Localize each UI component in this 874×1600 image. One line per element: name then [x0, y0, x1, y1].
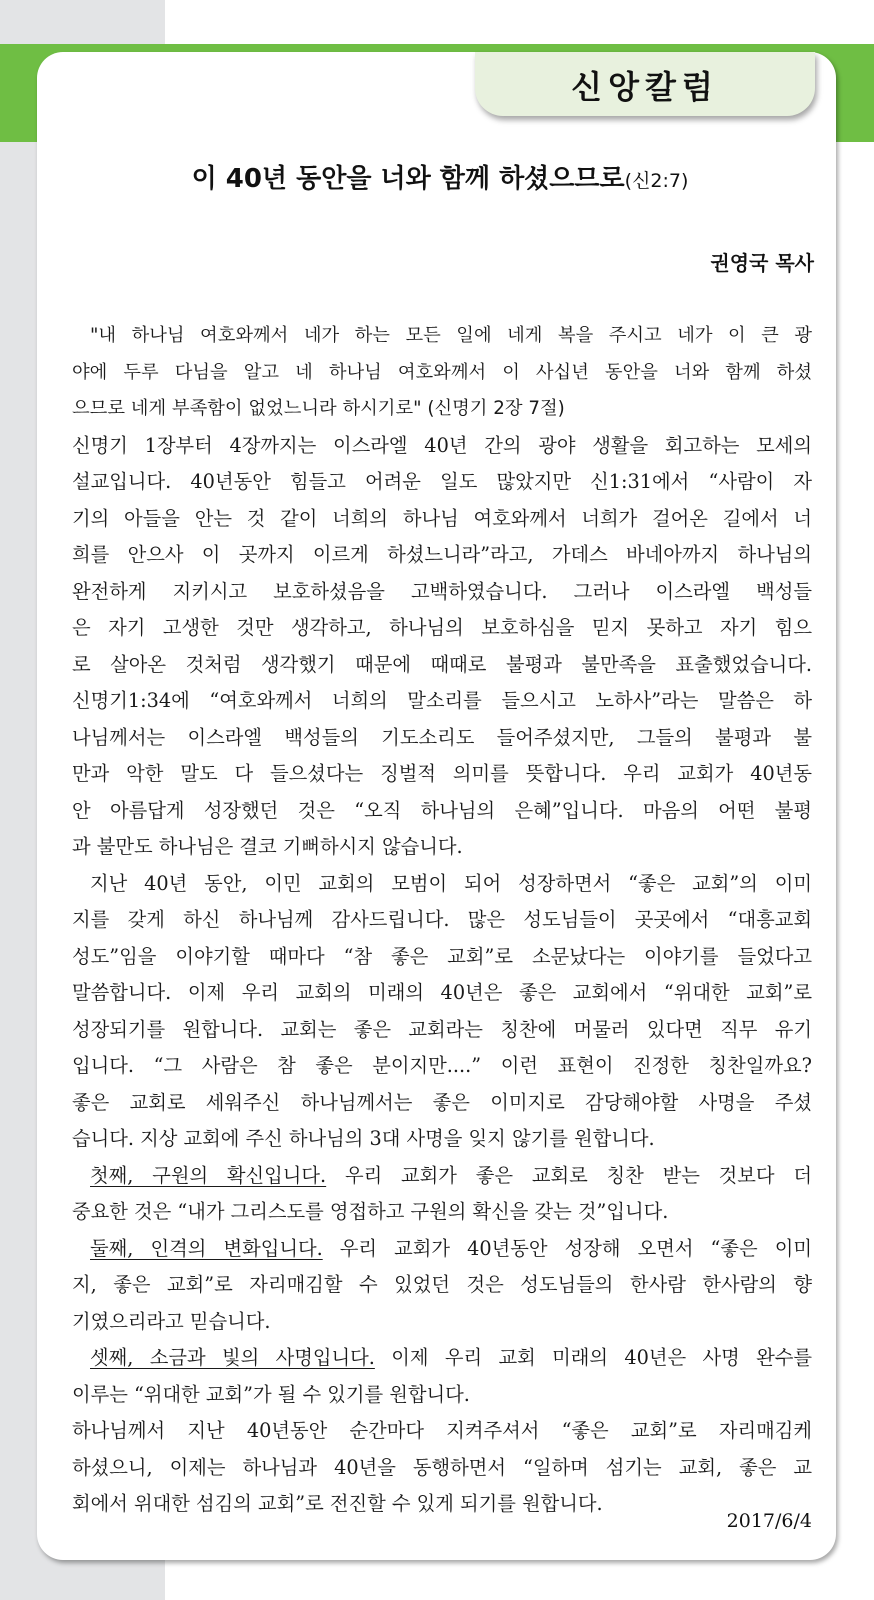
- paragraph-line: 로 살아온 것처럼 생각했기 때문에 때때로 불평과 불만족을 표출했었습니다.: [72, 652, 812, 676]
- article-title-text: 이 40년 동안을 너와 함께 하셨으므로: [191, 164, 625, 194]
- paragraph-line: 지난 40년 동안, 이민 교회의 모범이 되어 성장하면서 “좋은 교회”의 이미: [90, 871, 812, 895]
- third-point-line: [72, 1340, 812, 1377]
- column-tab-title: 신앙칼럼: [571, 68, 719, 106]
- first-point-line: [72, 1158, 812, 1195]
- third-point-text: 이제 우리 교회 미래의 40년은 사명 완수를: [374, 1346, 812, 1369]
- paragraph-line: 성도”임을 이야기할 때마다 “참 좋은 교회”로 소문났다는 이야기를 들었다고: [72, 944, 812, 968]
- closing-line: 회에서 위대한 섬김의 교회”로 전진할 수 있게 되기를 원합니다.: [72, 1492, 603, 1515]
- paragraph-line: 성장되기를 원합니다. 교회는 좋은 교회라는 칭찬에 머물러 있다면 직무 유기: [72, 1017, 812, 1041]
- paragraph-line: 말씀합니다. 이제 우리 교회의 미래의 40년은 좋은 교회에서 “위대한 교회”로: [72, 981, 812, 1004]
- third-point-heading: 셋째, 소금과 빛의 사명입니다.: [90, 1346, 375, 1369]
- closing-line: 하셨으니, 이제는 하나님과 40년을 동행하면서 “일하며 섬기는 교회, 좋은 교: [72, 1455, 812, 1479]
- article-body: [72, 318, 812, 1523]
- paragraph-line: 지를 갖게 하신 하나님께 감사드립니다. 많은 성도님들이 곳곳에서 “대흥교회: [72, 908, 812, 931]
- paragraph-line: 만과 악한 말도 다 들으셨다는 징벌적 의미를 뜻합니다. 우리 교회가 40년동: [72, 762, 812, 785]
- first-point-text: 우리 교회가 좋은 교회로 칭찬 받는 것보다 더: [326, 1163, 812, 1187]
- third-point-line: 이루는 “위대한 교회”가 될 수 있기를 원합니다.: [72, 1382, 470, 1406]
- paragraph-line: 입니다. “그 사람은 참 좋은 분이지만....” 이런 표현이 진정한 칭찬일까요?: [72, 1054, 812, 1077]
- quote-line: 으므로 네게 부족함이 없었느니라 하시기로" (신명기 2장 7절): [72, 398, 565, 419]
- quote-line: 야에 두루 다님을 알고 네 하나님 여호와께서 이 사십년 동안을 너와 함께 하셨: [72, 361, 812, 383]
- second-point-line: 기였으리라고 믿습니다.: [72, 1309, 271, 1333]
- second-point-text: 우리 교회가 40년동안 성장해 오면서 “좋은 이미: [322, 1236, 812, 1260]
- second-point-line: 지, 좋은 교회”로 자리매김할 수 있었던 것은 성도님들의 한사람 한사람의 향: [72, 1273, 812, 1296]
- paragraph-line: 희를 안으사 이 곳까지 이르게 하셨느니라”라고, 가데스 바네아까지 하나님의: [72, 543, 812, 566]
- article-date: 2017/6/4: [726, 1510, 812, 1532]
- paragraph-line: 과 불만도 하나님은 결코 기뻐하시지 않습니다.: [72, 835, 463, 858]
- article-reference: (신2:7): [624, 170, 689, 192]
- paragraph-line: 신명기 1장부터 4장까지는 이스라엘 40년 간의 광야 생활을 회고하는 모세의: [72, 433, 812, 457]
- quote-line: "내 하나님 여호와께서 네가 하는 모든 일에 네게 복을 주시고 네가 이 큰 광: [90, 325, 812, 346]
- paragraph-line: 완전하게 지키시고 보호하셨음을 고백하였습니다. 그러나 이스라엘 백성들: [72, 579, 812, 603]
- first-point-heading: 첫째, 구원의 확신입니다.: [90, 1163, 327, 1187]
- paragraph-line: 나님께서는 이스라엘 백성들의 기도소리도 들어주셨지만, 그들의 불평과 불: [72, 725, 812, 749]
- second-point-line: [72, 1231, 812, 1268]
- paragraph-line: 신명기1:34에 “여호와께서 너희의 말소리를 들으시고 노하사”라는 말씀은 하: [72, 689, 812, 712]
- article-title: [60, 158, 820, 195]
- paragraph-line: 은 자기 고생한 것만 생각하고, 하나님의 보호하심을 믿지 못하고 자기 힘으: [72, 616, 812, 639]
- first-point-line: 중요한 것은 “내가 그리스도를 영접하고 구원의 확신을 갖는 것”입니다.: [72, 1200, 669, 1223]
- paragraph-line: 기의 아들을 안는 것 같이 너희의 하나님 여호와께서 너희가 걸어온 길에서 너: [72, 506, 812, 530]
- closing-line: 하나님께서 지난 40년동안 순간마다 지켜주셔서 “좋은 교회”로 자리매김케: [72, 1419, 812, 1442]
- paragraph-line: 습니다. 지상 교회에 주신 하나님의 3대 사명을 잊지 않기를 원합니다.: [72, 1127, 655, 1150]
- paragraph-line: 설교입니다. 40년동안 힘들고 어려운 일도 많았지만 신1:31에서 “사람이 자: [72, 470, 812, 493]
- article-author: 권영국 목사: [710, 251, 814, 275]
- paragraph-line: 안 아름답게 성장했던 것은 “오직 하나님의 은혜”입니다. 마음의 어떤 불평: [72, 798, 812, 822]
- second-point-heading: 둘째, 인격의 변화입니다.: [90, 1236, 323, 1260]
- paragraph-line: 좋은 교회로 세워주신 하나님께서는 좋은 이미지로 감당해야할 사명을 주셨: [72, 1090, 812, 1114]
